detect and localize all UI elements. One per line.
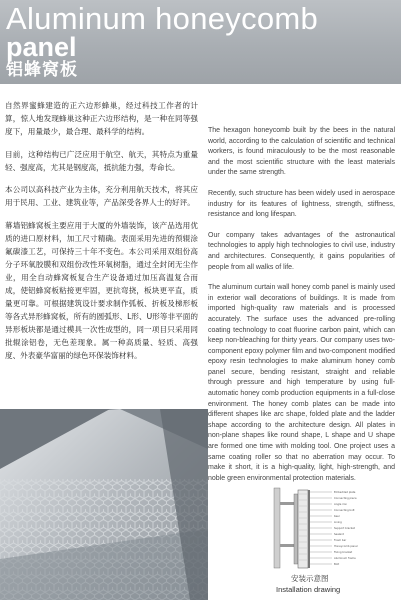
diagram-label: Fixing bracket	[334, 551, 353, 554]
chinese-paragraph: 自然界蜜蜂建造的正六边形蜂巢，经过科技工作者的计算，惊人地发现蜂巢这种正六边形结构，是一种在同等强度下，用量最少，最合理、最科学的结构。	[5, 101, 198, 136]
chinese-description	[5, 99, 198, 371]
header-banner	[0, 0, 401, 84]
english-paragraph: Our company takes advantages of the astronautical technologies to apply high technologies to civil use, industry and architectures. Consequently, it gains popularities of people from all walks of life.	[208, 231, 395, 271]
diagram-label: Honeycomb panel	[334, 545, 358, 548]
diagram-label: Foam bar	[334, 539, 347, 542]
title-chinese: 铝蜂窝板	[6, 60, 78, 80]
diagram-label: Support bracket	[334, 527, 355, 530]
diagram-label: Keel	[334, 515, 340, 518]
english-paragraph: The hexagon honeycomb built by the bees in the natural world, according to the calculation of scientific and technical workers, is found miraculously to be the most reasonable and the most scientific structure with the least materials under the same strength.	[208, 127, 395, 177]
chinese-paragraph: 本公司以高科技产业为主体，充分利用航天技术，将其应用于民用、工业、建筑业等，产品深受各界人士的好评。	[5, 185, 198, 207]
diagram-label: Connecting piece	[334, 497, 357, 500]
diagram-label: Aluminum frame	[334, 557, 356, 560]
chinese-paragraph: 幕墙铝蜂窝板主要应用于大厦的外墙装饰，该产品选用优质的进口原材料，加工尺寸精确。表面采用先进的预辊涂氟碳漆工艺，可保持三十年不变色。本公司采用双组份高分子环氧胶膜和双组份改性环氧树脂，通过全封闭无尘作业，用全自动蜂窝板复合生产设备通过加压高温复合而成，使铝蜂窝板粘接更牢固，更抗弯挠，板块更平直，质量更可靠。可根据建筑设计要求制作弧板、折板及梯形板等各式异形蜂窝板，所有的圆弧形、L形、U形等非平面的异形板块都是通过模具一次性成型的，同一项目只采用同批辊涂铝卷，无色差现象。属一种高质量、轻质、高强度、外表豪华富丽的绿色环保装饰材料。	[5, 220, 198, 360]
english-paragraph: The aluminum curtain wall honey comb panel is mainly used in exterior wall decorations of buildings. It is made from imported high-quality raw materials and is processed accurately. The surface uses the advanced pre-rolling coating technology to coat fluorine carbon paint, which can keep non-bleaching for thirty years. Our company uses two-component epoxy polymer film and two-component modified epoxy resin technologies to make aluminum honey comb panel secure, bending resistant, straight and reliable through pressure and high temperature by using full-automatic honey comb production equipments in a full-close environment. The honey comb plates can be made into different shapes like arc shape, folded plate and the ladder shape according to the architecture design. All plates in non-plane shapes like round shape, L shape and U shape are formed one time with molding tool. One project uses a same coating roller so that no aberration may occur. To make it short, it is a high-quality, light, high-strength, and noble green environmental protection materials.	[208, 284, 395, 482]
diagram-label: Embedded plate	[334, 491, 356, 494]
honeycomb-panel-photo	[0, 409, 208, 600]
diagram-label: Connecting bolt	[334, 509, 355, 512]
english-paragraph: Recently, such structure has been widely used in aerospace industry for its features of lightness, strength, stiffness, resistance and long lifespan.	[208, 189, 395, 219]
installation-diagram	[266, 484, 391, 580]
diagram-label: Sealant	[334, 533, 344, 536]
diagram-label: Lining	[334, 521, 342, 524]
diagram-label: Bolt	[334, 563, 340, 566]
diagram-caption-chinese: 安装示意图	[291, 574, 329, 583]
diagram-caption-english: Installation drawing	[276, 585, 341, 594]
title-english-line2: panel	[6, 32, 77, 62]
diagram-label: Angle iron	[334, 503, 348, 506]
chinese-paragraph: 目前，这种结构已广泛应用于航空、航天，其特点为重量轻、强度高，尤其是钢度高，抵抗能力强，寿命长。	[5, 149, 198, 172]
title-english-line1: Aluminum honeycomb	[6, 1, 319, 36]
honeycomb-panel-illustration	[0, 409, 208, 600]
english-description	[208, 126, 395, 494]
